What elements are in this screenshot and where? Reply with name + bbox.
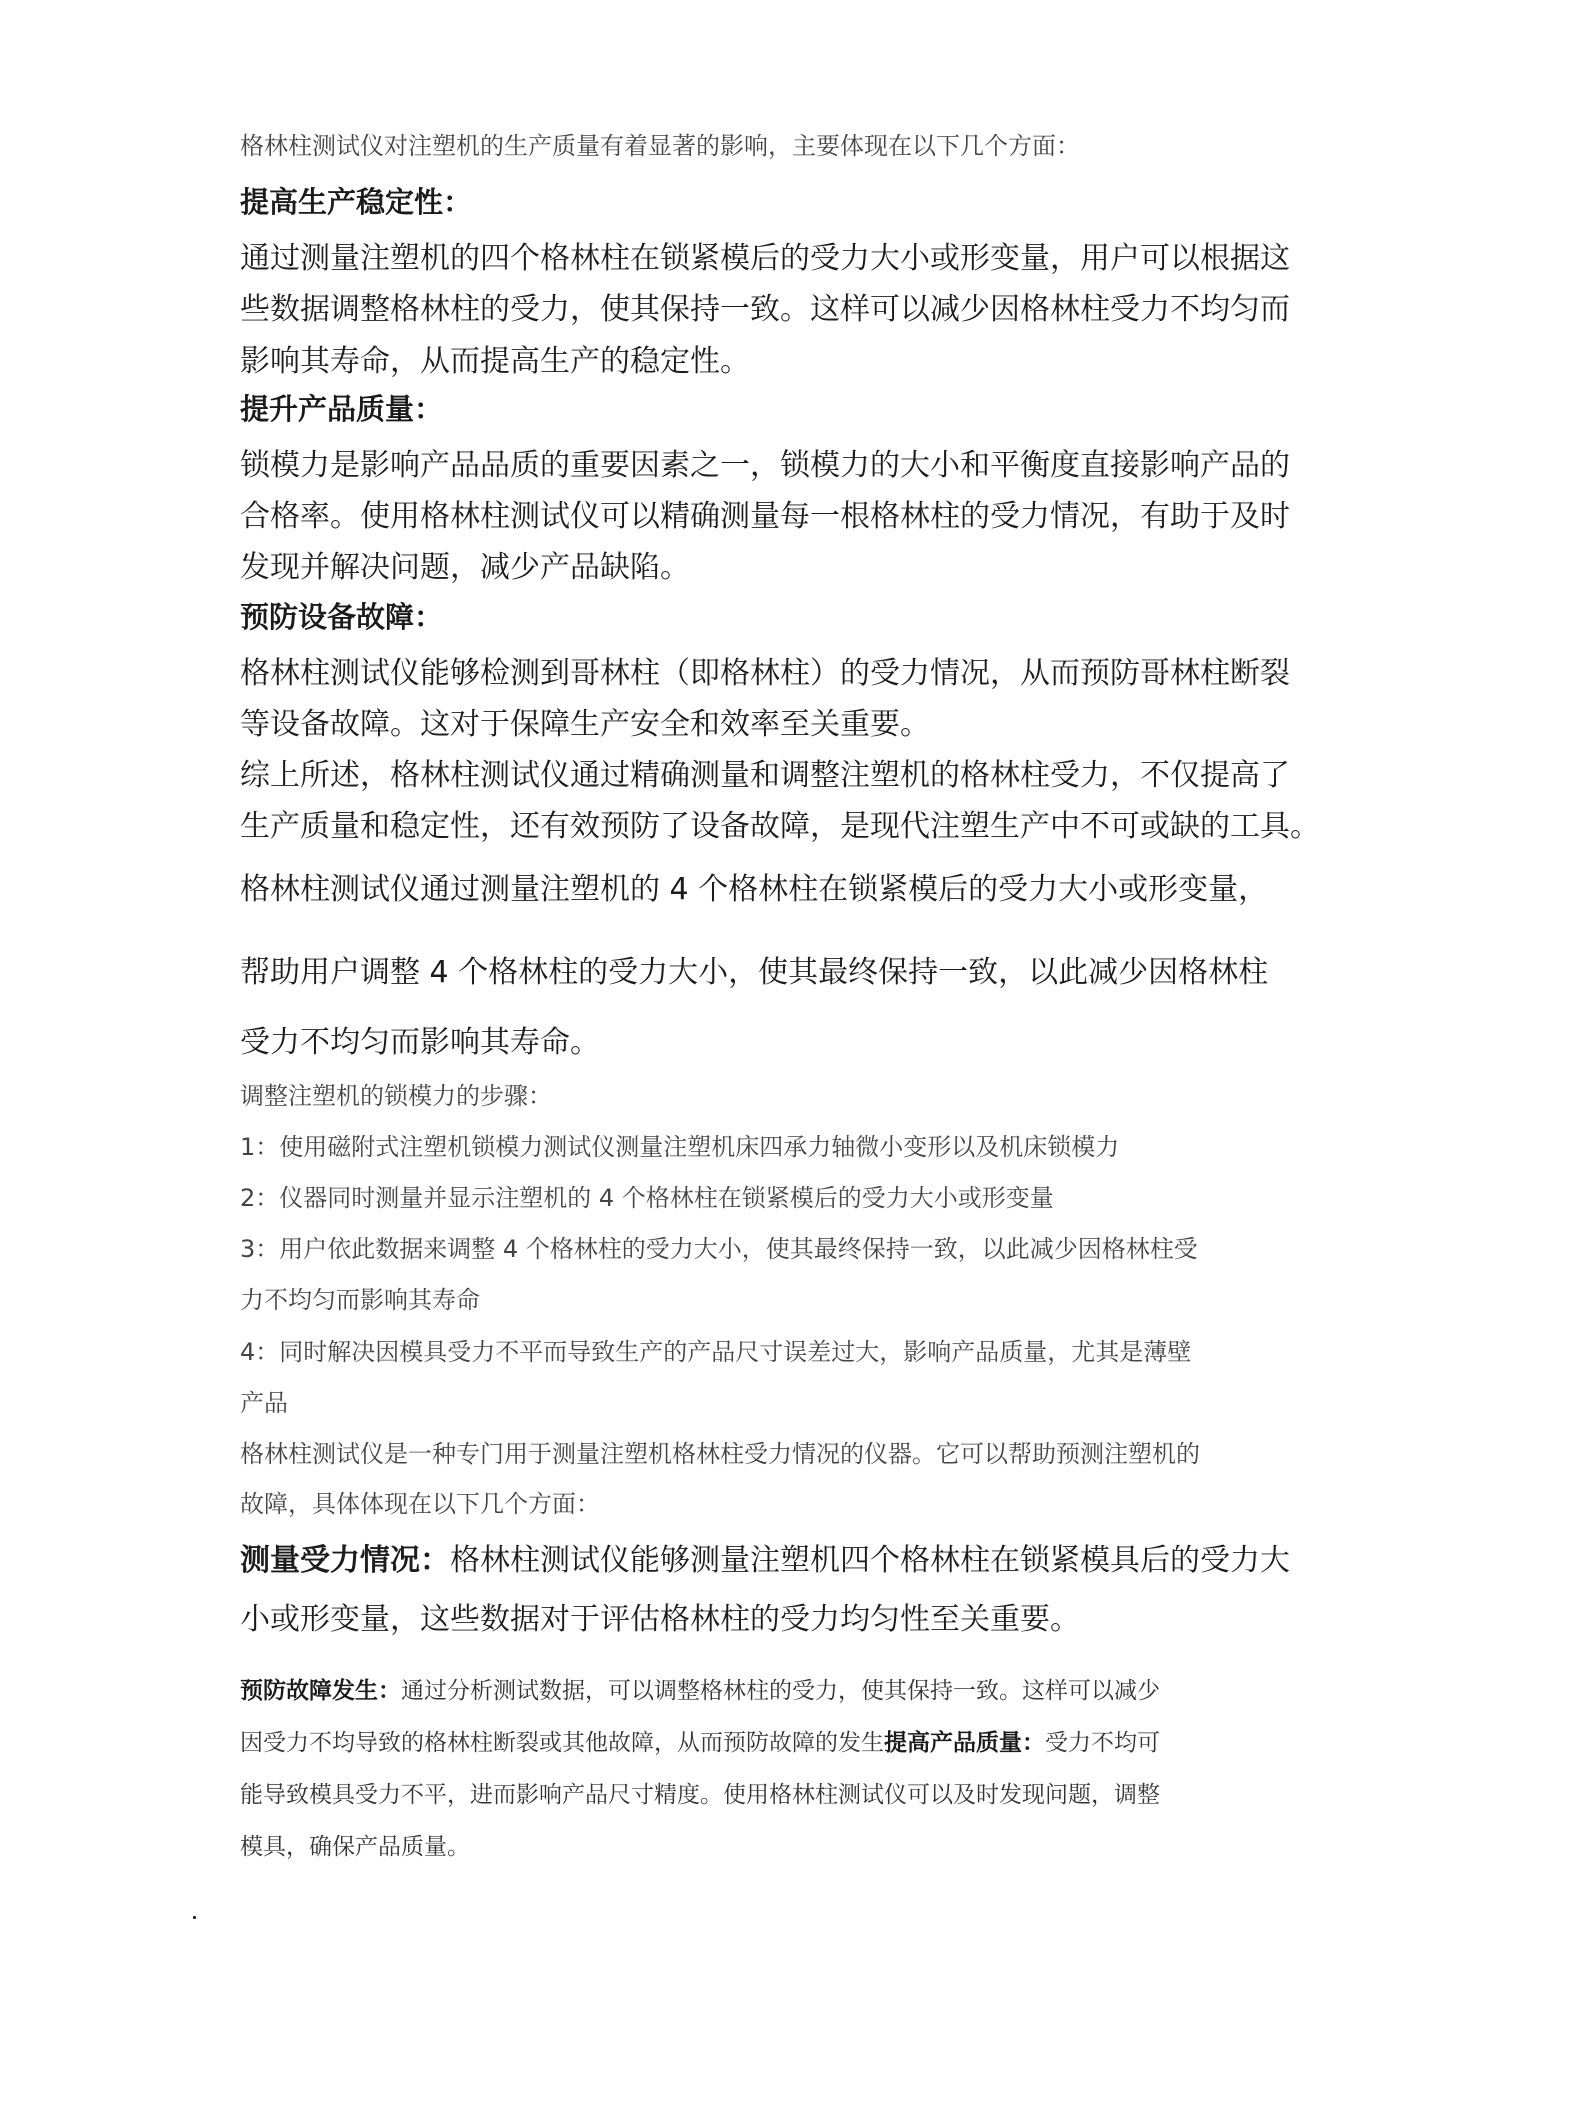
- section-heading-failure: 预防设备故障：: [240, 600, 444, 634]
- prevent-label: 预防故障发生：: [240, 1677, 401, 1704]
- section-failure-line-1: 格林柱测试仪能够检测到哥林柱（即格林柱）的受力情况，从而预防哥林柱断裂: [240, 656, 1290, 691]
- measure-line-1: [240, 1535, 1290, 1579]
- predict-line-2: 故障，具体体现在以下几个方面：: [240, 1490, 600, 1518]
- section-quality-line-1: 锁模力是影响产品品质的重要因素之一，锁模力的大小和平衡度直接影响产品的: [240, 448, 1290, 483]
- section-quality-line-3: 发现并解决问题，减少产品缺陷。: [240, 550, 690, 585]
- description-line-3: 受力不均匀而影响其寿命。: [240, 1025, 600, 1060]
- measure-line-2: 小或形变量，这些数据对于评估格林柱的受力均匀性至关重要。: [240, 1602, 1080, 1637]
- section-quality-line-2: 合格率。使用格林柱测试仪可以精确测量每一根格林柱的受力情况，有助于及时: [240, 499, 1290, 534]
- description-line-2: 帮助用户调整 4 个格林柱的受力大小，使其最终保持一致，以此减少因格林柱: [240, 955, 1269, 990]
- section-stability-line-2: 些数据调整格林柱的受力，使其保持一致。这样可以减少因格林柱受力不均匀而: [240, 292, 1290, 327]
- prevent-line-4: 模具，确保产品质量。: [240, 1834, 470, 1860]
- quality-label: 提高产品质量：: [884, 1729, 1045, 1756]
- description-line-1: 格林柱测试仪通过测量注塑机的 4 个格林柱在锁紧模后的受力大小或形变量，: [240, 872, 1269, 907]
- step-1: 1：使用磁附式注塑机锁模力测试仪测量注塑机床四承力轴微小变形以及机床锁模力: [240, 1133, 1120, 1161]
- page-dot-mark: [193, 1916, 196, 1919]
- section-stability-line-3: 影响其寿命，从而提高生产的稳定性。: [240, 344, 750, 379]
- steps-title: 调整注塑机的锁模力的步骤：: [240, 1082, 552, 1110]
- measure-text-1: 格林柱测试仪能够测量注塑机四个格林柱在锁紧模具后的受力大: [450, 1543, 1290, 1578]
- step-3-line-2: 力不均匀而影响其寿命: [240, 1286, 480, 1314]
- prevent-line-1: [240, 1672, 1160, 1705]
- section-heading-quality: 提升产品质量：: [240, 392, 444, 426]
- prevent-text-2: 因受力不均导致的格林柱断裂或其他故障，从而预防故障的发生: [240, 1730, 884, 1756]
- section-stability-line-1: 通过测量注塑机的四个格林柱在锁紧模后的受力大小或形变量，用户可以根据这: [240, 241, 1290, 276]
- intro-text: 格林柱测试仪对注塑机的生产质量有着显著的影响，主要体现在以下几个方面：: [240, 132, 1080, 160]
- summary-line-1: 综上所述，格林柱测试仪通过精确测量和调整注塑机的格林柱受力，不仅提高了: [240, 758, 1290, 793]
- step-4-line-2: 产品: [240, 1389, 288, 1417]
- step-2: 2：仪器同时测量并显示注塑机的 4 个格林柱在锁紧模后的受力大小或形变量: [240, 1184, 1054, 1212]
- predict-line-1: 格林柱测试仪是一种专门用于测量注塑机格林柱受力情况的仪器。它可以帮助预测注塑机的: [240, 1440, 1200, 1468]
- prevent-text-2b: 受力不均可: [1045, 1730, 1160, 1756]
- prevent-text-1: 通过分析测试数据，可以调整格林柱的受力，使其保持一致。这样可以减少: [401, 1678, 1160, 1704]
- summary-line-2: 生产质量和稳定性，还有效预防了设备故障，是现代注塑生产中不可或缺的工具。: [240, 809, 1320, 844]
- measure-label: 测量受力情况：: [240, 1543, 450, 1578]
- step-3-line-1: 3：用户依此数据来调整 4 个格林柱的受力大小，使其最终保持一致，以此减少因格林柱受: [240, 1235, 1198, 1263]
- section-failure-line-2: 等设备故障。这对于保障生产安全和效率至关重要。: [240, 707, 930, 742]
- prevent-line-2: [240, 1724, 1160, 1757]
- section-heading-stability: 提高生产稳定性：: [240, 185, 473, 219]
- step-4-line-1: 4：同时解决因模具受力不平而导致生产的产品尺寸误差过大，影响产品质量，尤其是薄壁: [240, 1338, 1192, 1366]
- prevent-line-3: 能导致模具受力不平，进而影响产品尺寸精度。使用格林柱测试仪可以及时发现问题，调整: [240, 1782, 1160, 1808]
